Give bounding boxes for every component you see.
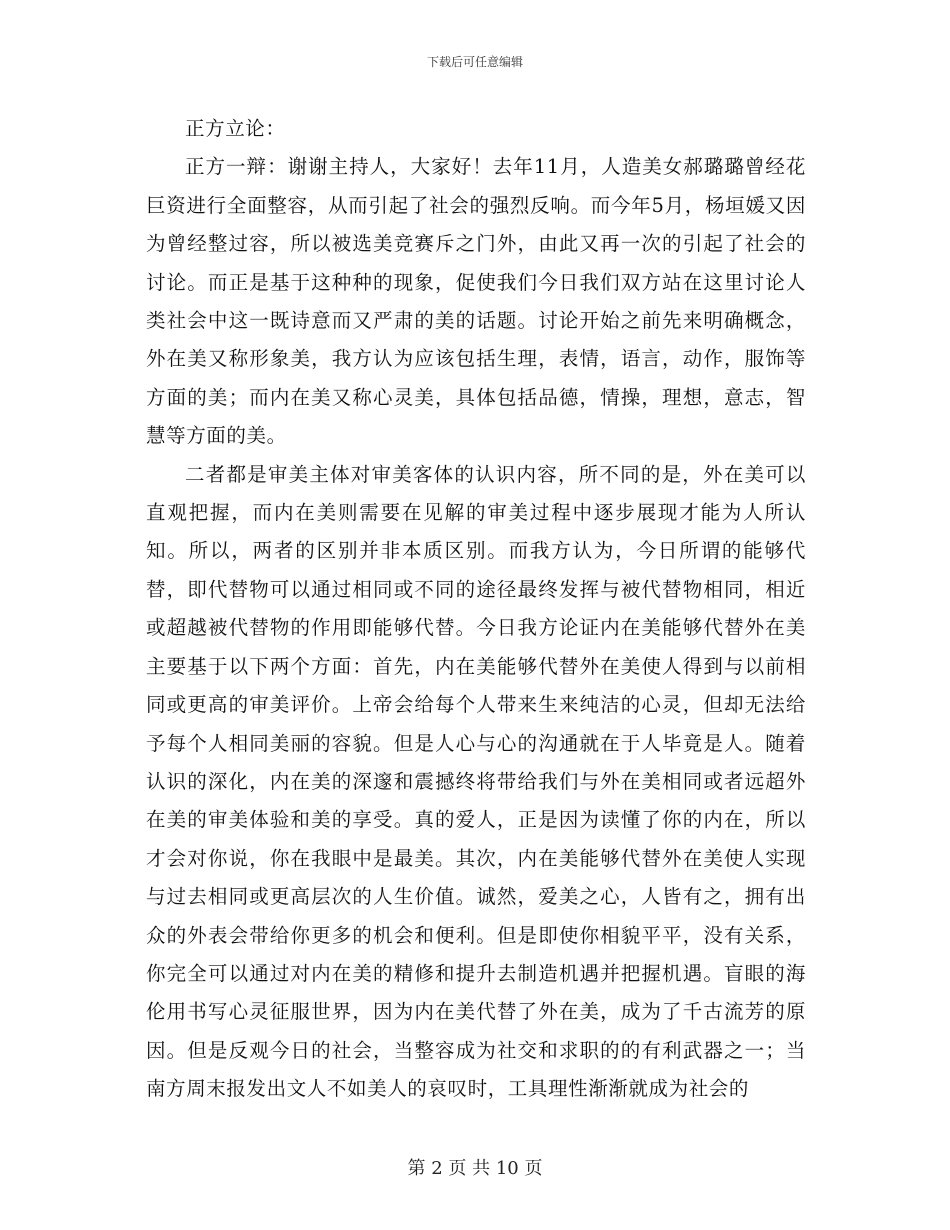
heading-paragraph: 正方立论： bbox=[185, 117, 286, 140]
body-paragraph: 正方一辩：谢谢主持人，大家好！去年11月，人造美女郝璐璐曾经花巨资进行全面整容，从而引起了社会的强烈反响。而今年5月，杨垣媛又因为曾经整过容，所以被选美竞赛斥之门外，由此又再一次的引起了社会的讨论。而正是基于这种种的现象，促使我们今日我们双方站在这里讨论人类社会中这一既诗意而又严肃的美的话题。讨论开始之前先来明确概念，外在美又称形象美，我方认为应该包括生理，表情，语言，动作，服饰等方面的美；而内在美又称心灵美，具体包括品德，情操，理想，意志，智慧等方面的美。 bbox=[146, 155, 806, 448]
document-body bbox=[146, 110, 806, 1109]
page-footer: 第 2 页 共 10 页 bbox=[407, 1158, 543, 1179]
page-header: 下载后可任意编辑 bbox=[426, 55, 523, 69]
body-paragraph: 二者都是审美主体对审美客体的认识内容，所不同的是，外在美可以直观把握，而内在美则需要在见解的审美过程中逐步展现才能为人所认知。所以，两者的区别并非本质区别。而我方认为，今日所谓的能够代替，即代替物可以通过相同或不同的途径最终发挥与被代替物相同，相近或超越被代替物的作用即能够代替。今日我方论证内在美能够代替外在美主要基于以下两个方面：首先，内在美能够代替外在美使人得到与以前相同或更高的审美评价。上帝会给每个人带来生来纯洁的心灵，但却无法给予每个人相同美丽的容貌。但是人心与心的沟通就在于人毕竟是人。随着认识的深化，内在美的深邃和震撼终将带给我们与外在美相同或者远超外在美的审美体验和美的享受。真的爱人，正是因为读懂了你的内在，所以才会对你说，你在我眼中是最美。其次，内在美能够代替外在美使人实现与过去相同或更高层次的人生价值。诚然，爱美之心，人皆有之，拥有出众的外表会带给你更多的机会和便利。但是即使你相貌平平，没有关系，你完全可以通过对内在美的精修和提升去制造机遇并把握机遇。盲眼的海伦用书写心灵征服世界，因为内在美代替了外在美，成为了千古流芳的原因。但是反观今日的社会，当整容成为社交和求职的的有利武器之一；当南方周末报发出文人不如美人的哀叹时，工具理性渐渐就成为社会的 bbox=[146, 462, 806, 1101]
